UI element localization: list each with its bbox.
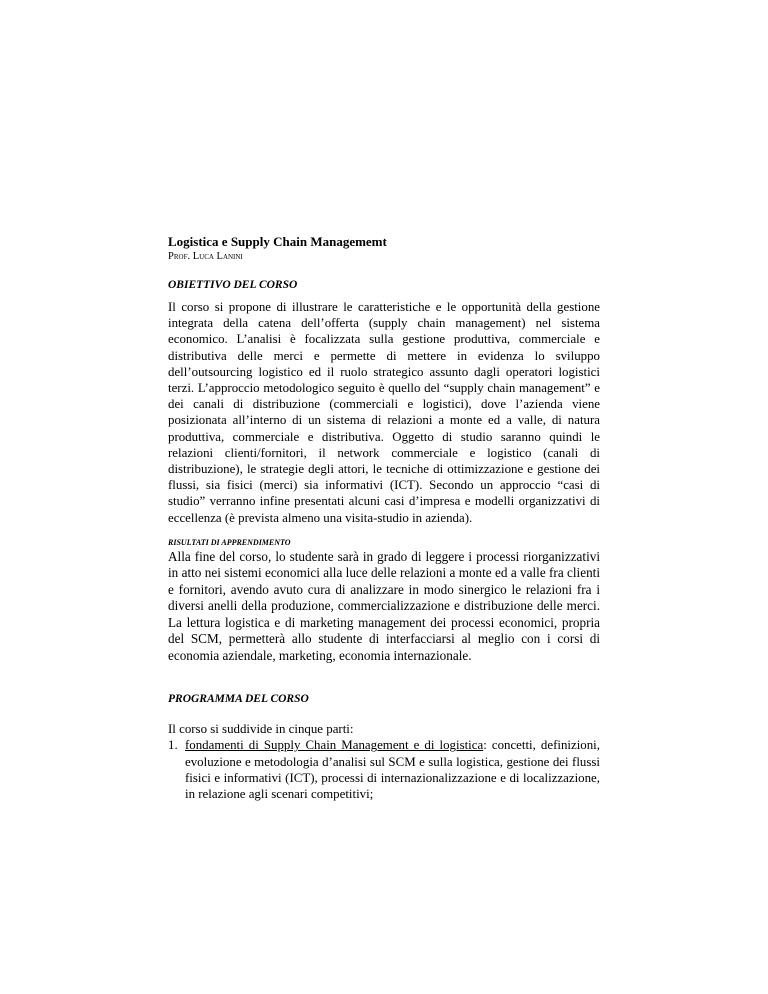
objective-text: Il corso si propone di illustrare le caratteristiche e le opportunità della gestione integrata della catena dell’offerta (supply chain management) nel sistema economico. L’analisi è focalizzata sulla gestione produttiva, commerciale e distributiva delle merci e permette di mettere in evidenza lo sviluppo dell’outsourcing logistico ed il ruolo strategico assunto dagli operatori logistici terzi. L’approccio metodologico seguito è quello del “supply chain management” e dei canali di distribuzione (commerciali e logistici), dove l’azienda viene posizionata all’interno di un sistema di relazioni a monte ed a valle, di natura produttiva, commerciale e distributiva. Oggetto di studio saranno quindi le relazioni clienti/fornitori, il network commerciale e logistico (canali di distribuzione), le strategie degli attori, le tecniche di ottimizzazione e gestione dei flussi, sia fisici (merci) sia informativi (ICT). Secondo un approccio “casi di studio” verranno infine presentati alcuni casi d’impresa e modelli organizzativi di eccellenza (è prevista almeno una visita-studio in azienda). [168, 300, 600, 525]
list-item-topic: fondamenti di Supply Chain Management e di logistica [185, 738, 484, 753]
outcomes-heading: RISULTATI DI APPRENDIMENTO [168, 537, 291, 547]
professor-name: Luca Lanini [192, 251, 243, 262]
outcomes-text: Alla fine del corso, lo studente sarà in grado di leggere i processi riorganizzativi in atto nei sistemi economici alla luce delle relazioni a monte ed a valle fra clienti e fornitori, avendo avuto cura di analizzare in modo sinergico le relazioni fra i diversi anelli della produzione, commercializzazione e distribuzione delle merci. La lettura logistica e di marketing management dei processi economici, propria del SCM, permetterà allo studente di interfacciarsi al meglio con i corsi di economia aziendale, marketing, economia internazionale. [168, 548, 600, 663]
list-item-description: : concetti, definizioni, evoluzione e metodologia d’analisi sul SCM e sulla logistica, gestione dei flussi fisici e informativi (ICT), processi di internazionalizzazione e di localizzazione, in relazione agli scenari competitivi; [185, 738, 600, 801]
program-heading: PROGRAMMA DEL CORSO [168, 693, 309, 706]
program-list [168, 737, 600, 802]
course-title: Logistica e Supply Chain Managememt [168, 234, 387, 249]
objective-heading: OBIETTIVO DEL CORSO [168, 279, 298, 291]
list-item [168, 737, 600, 802]
professor-prefix: Prof. [168, 251, 193, 262]
document-page [168, 234, 600, 802]
list-item-number: 1. [168, 738, 178, 753]
program-intro: Il corso si suddivide in cinque parti: [168, 722, 354, 737]
professor-line [168, 251, 600, 263]
